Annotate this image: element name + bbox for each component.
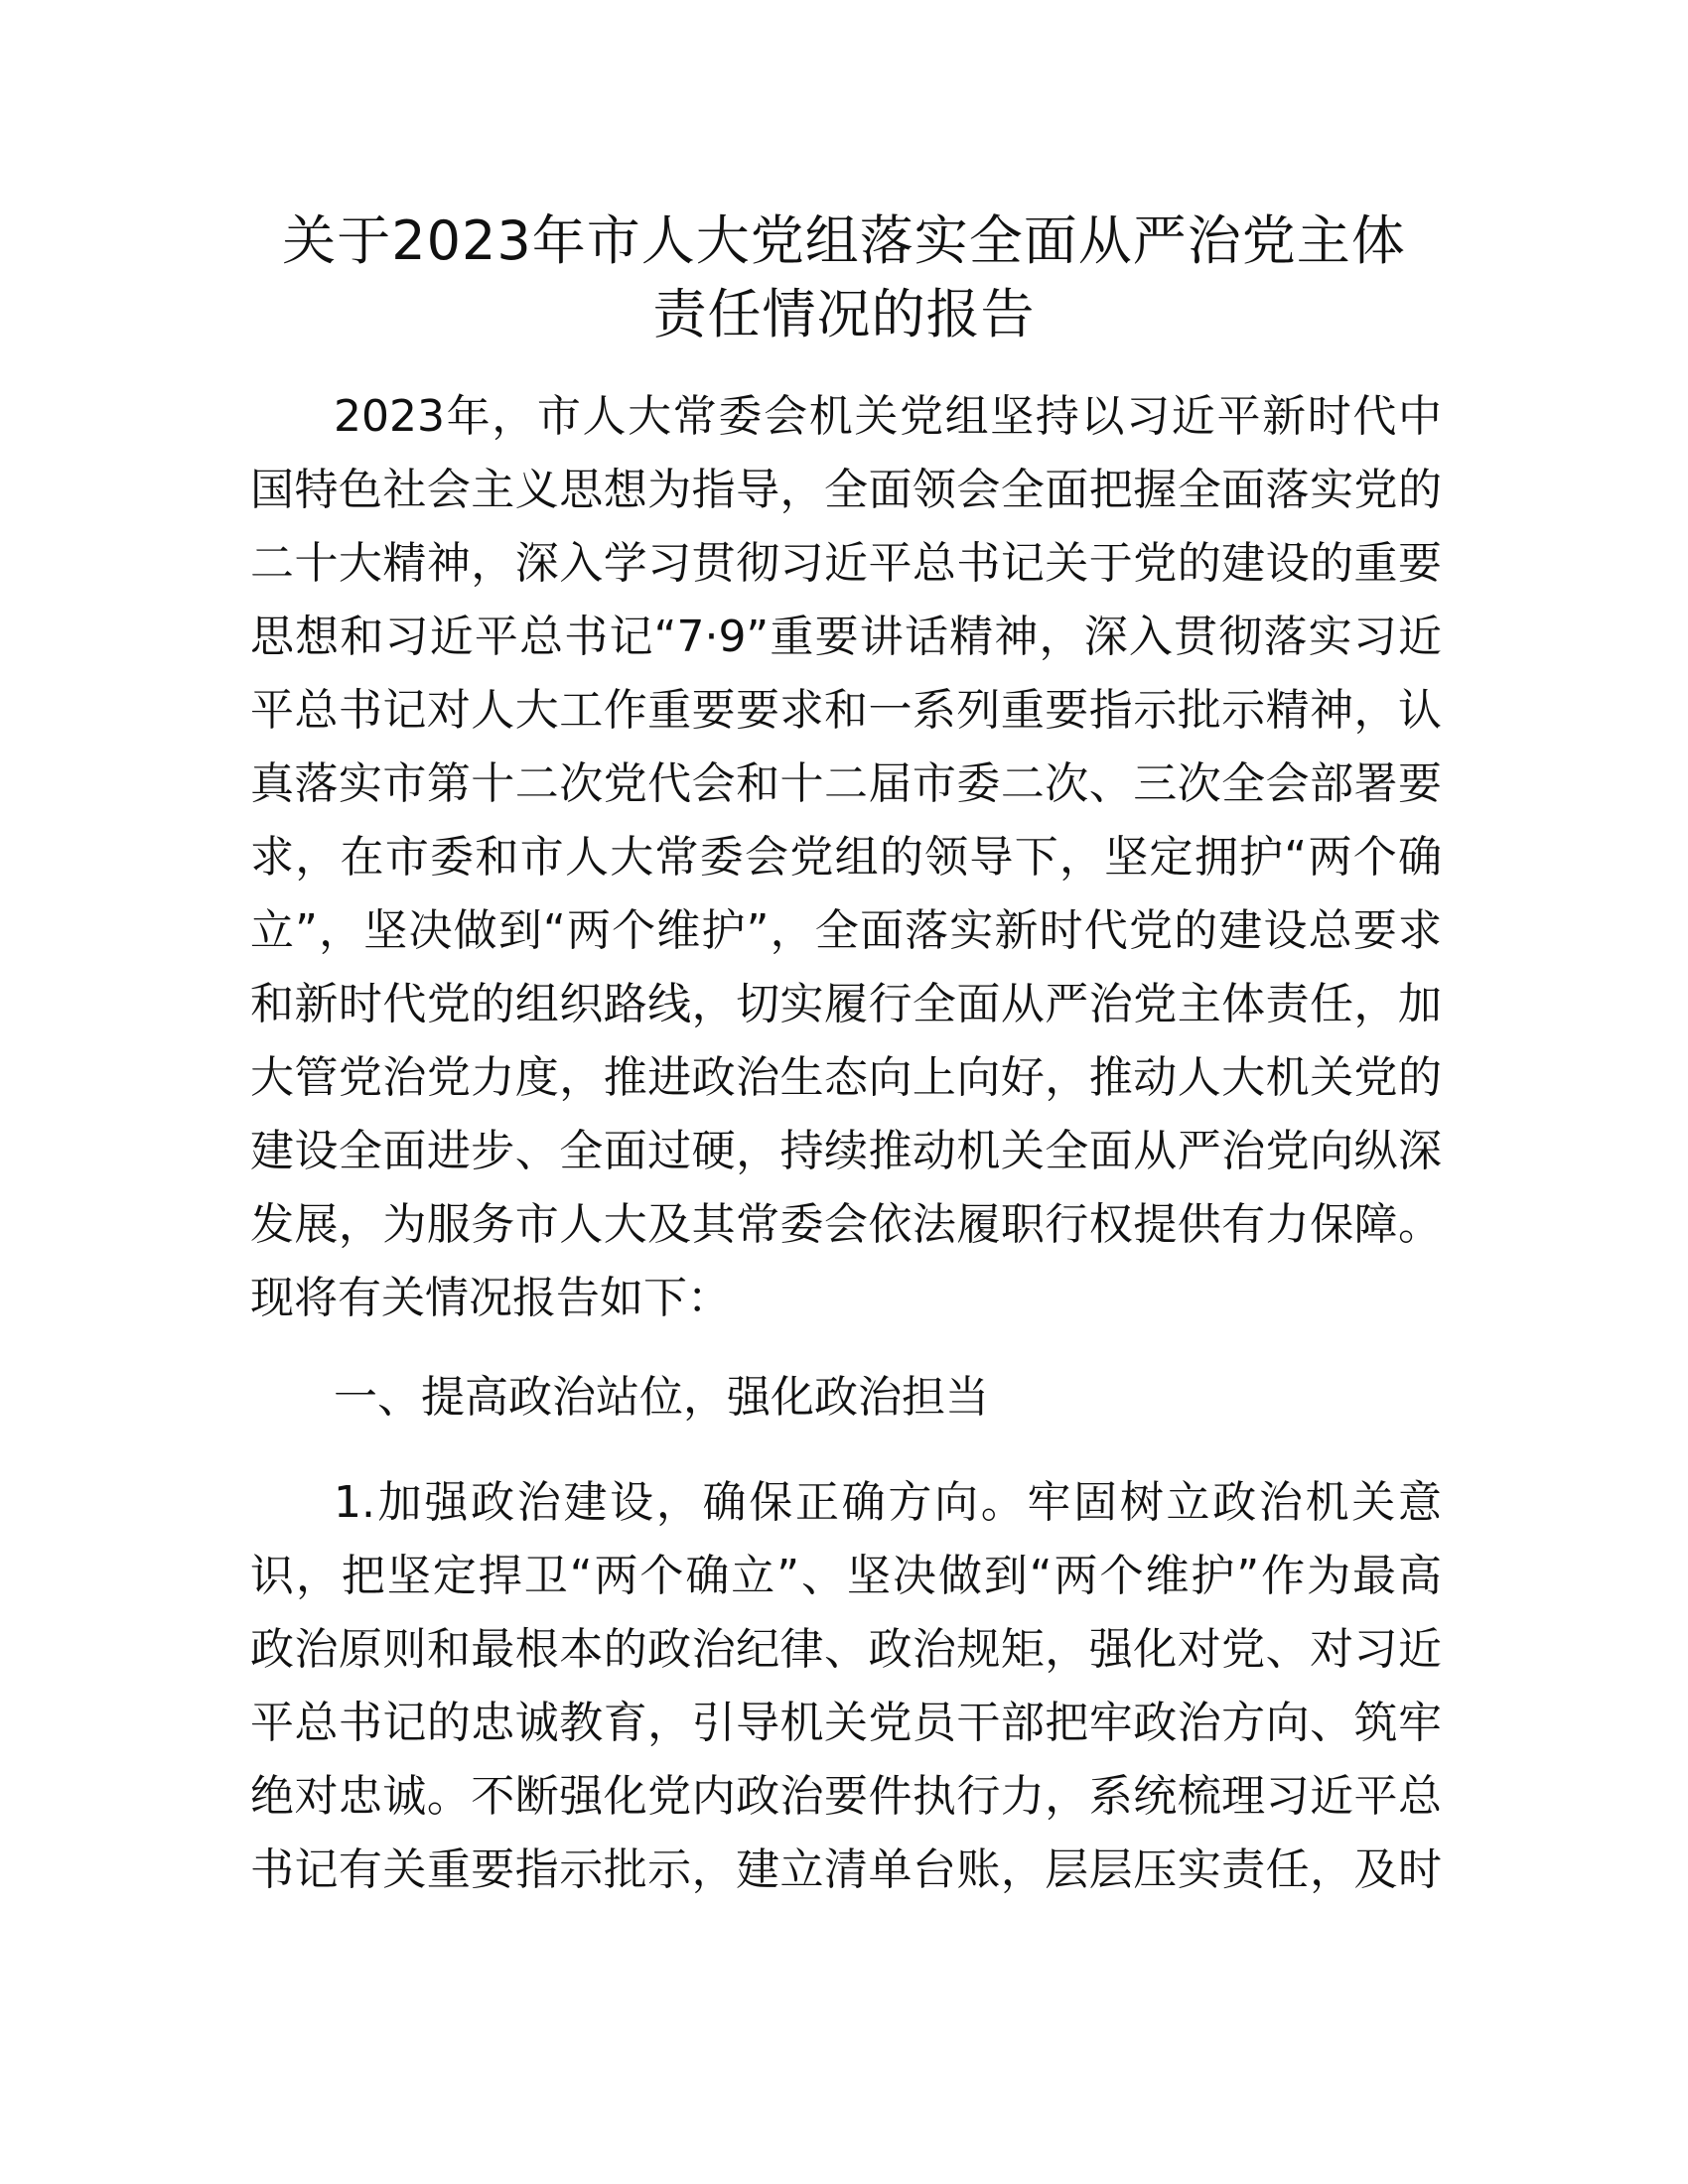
paragraph-line: 国特色社会主义思想为指导，全面领会全面把握全面落实党的	[250, 465, 1442, 515]
paragraph-line: 发展，为服务市人大及其常委会依法履职行权提供有力保障。	[250, 1199, 1442, 1250]
document-title-line-1: 关于2023年市人大党组落实全面从严治党主体	[282, 209, 1406, 272]
paragraph-line: 建设全面进步、全面过硬，持续推动机关全面从严治党向纵深	[250, 1126, 1442, 1176]
paragraph-line: 和新时代党的组织路线，切实履行全面从严治党主体责任，加	[250, 979, 1442, 1029]
paragraph-line: 书记有关重要指示批示，建立清单台账，层层压实责任，及时	[250, 1844, 1442, 1895]
paragraph-line: 政治原则和最根本的政治纪律、政治规矩，强化对党、对习近	[250, 1624, 1442, 1675]
paragraph-line: 1.加强政治建设，确保正确方向。牢固树立政治机关意	[334, 1477, 1442, 1528]
paragraph-line: 真落实市第十二次党代会和十二届市委二次、三次全会部署要	[250, 758, 1442, 809]
paragraph-line: 大管党治党力度，推进政治生态向上向好，推动人大机关党的	[250, 1052, 1442, 1103]
section-heading-1: 一、提高政治站位，强化政治担当	[334, 1372, 989, 1423]
paragraph-line: 2023年，市人大常委会机关党组坚持以习近平新时代中	[334, 391, 1442, 442]
paragraph-line: 二十大精神，深入学习贯彻习近平总书记关于党的建设的重要	[250, 538, 1442, 589]
paragraph-line: 绝对忠诚。不断强化党内政治要件执行力，系统梳理习近平总	[250, 1771, 1442, 1822]
paragraph-line: 平总书记对人大工作重要要求和一系列重要指示批示精神，认	[250, 685, 1442, 736]
paragraph-line: 立”，坚决做到“两个维护”，全面落实新时代党的建设总要求	[250, 905, 1442, 956]
paragraph-line: 求，在市委和市人大常委会党组的领导下，坚定拥护“两个确	[250, 832, 1442, 883]
paragraph-line: 现将有关情况报告如下：	[250, 1273, 731, 1323]
document-title-line-2: 责任情况的报告	[652, 283, 1036, 345]
paragraph-line: 平总书记的忠诚教育，引导机关党员干部把牢政治方向、筑牢	[250, 1698, 1442, 1748]
paragraph-line: 思想和习近平总书记“7·9”重要讲话精神，深入贯彻落实习近	[250, 612, 1442, 662]
paragraph-line: 识，把坚定捍卫“两个确立”、坚决做到“两个维护”作为最高	[250, 1551, 1442, 1601]
